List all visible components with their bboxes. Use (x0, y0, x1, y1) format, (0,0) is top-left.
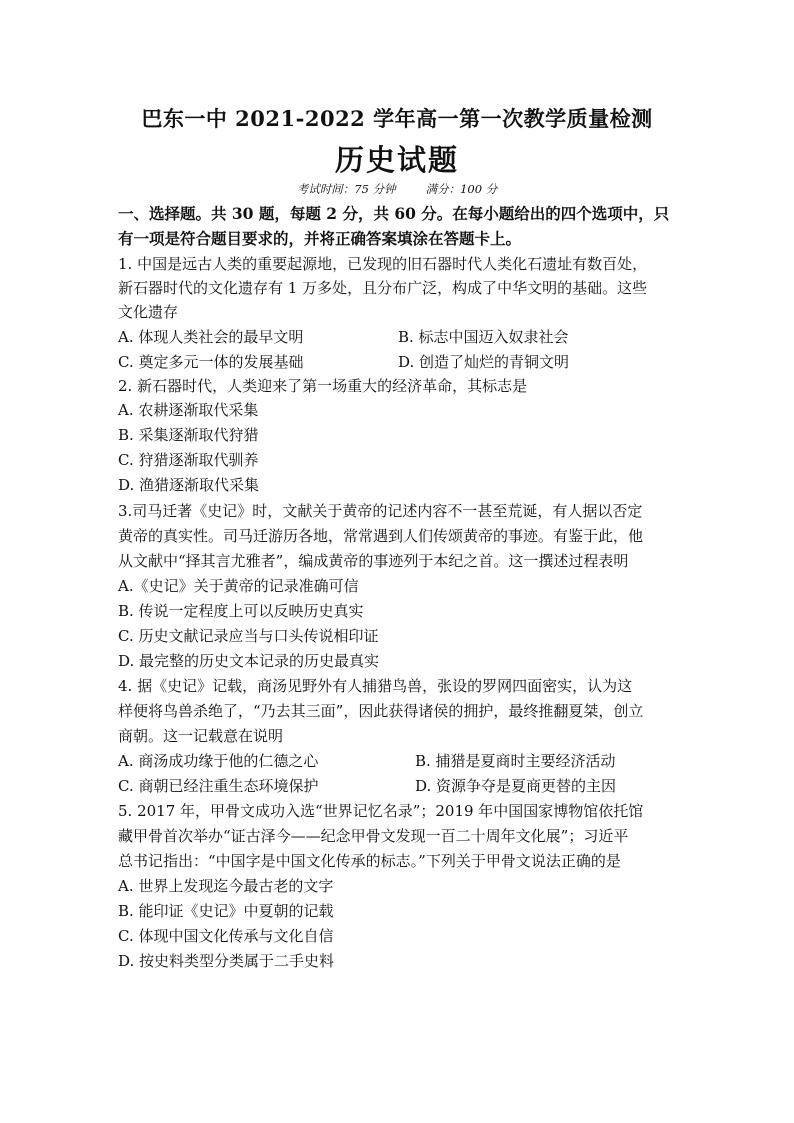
q1-stem-line2: 新石器时代的文化遗存有 1 万多处，且分布广泛，构成了中华文明的基础。这些 (118, 279, 648, 297)
q2-option-d: D. 渔猎逐渐取代采集 (118, 476, 260, 494)
q5-option-a: A. 世界上发现迄今最古老的文字 (118, 877, 334, 895)
q3-option-d: D. 最完整的历史文本记录的历史最真实 (118, 652, 380, 670)
q2-stem-line1: 2. 新石器时代，人类迎来了第一场重大的经济革命，其标志是 (118, 377, 528, 395)
subject-title: 历史试题 (334, 143, 459, 177)
q3-stem-line3: 从文献中“择其言尤雅者”，编成黄帝的事迹列于本纪之首。这一撰述过程表明 (118, 552, 629, 570)
q5-stem-line2: 藏甲骨首次举办“证古泽今——纪念甲骨文发现一百二十周年文化展”；习近平 (118, 827, 629, 845)
q1-option-c: C. 奠定多元一体的发展基础 (118, 353, 304, 371)
q4-stem-line3: 商朝。这一记载意在说明 (118, 727, 284, 745)
q1-option-b: B. 标志中国迈入奴隶社会 (398, 328, 569, 346)
q5-stem-line3: 总书记指出：“中国字是中国文化传承的标志。”下列关于甲骨文说法正确的是 (118, 852, 621, 870)
q2-option-c: C. 狩猎逐渐取代驯养 (118, 451, 259, 469)
q4-option-c: C. 商朝已经注重生态环境保护 (118, 777, 319, 795)
exam-time: 考试时间：75 分钟 (296, 182, 396, 196)
q4-option-a: A. 商汤成功缘于他的仁德之心 (118, 752, 319, 770)
q1-option-d: D. 创造了灿烂的青铜文明 (398, 353, 570, 371)
section-instructions-line1: 一、选择题。共 30 题，每题 2 分，共 60 分。在每小题给出的四个选项中，只 (118, 204, 670, 223)
exam-title: 巴东一中 2021-2022 学年高一第一次教学质量检测 (141, 106, 653, 131)
q4-stem-line2: 样便将鸟兽杀绝了，“乃去其三面”，因此获得诸侯的拥护，最终推翻夏桀，创立 (118, 702, 644, 720)
q3-option-b: B. 传说一定程度上可以反映历史真实 (118, 602, 364, 620)
q1-option-a: A. 体现人类社会的最早文明 (118, 328, 304, 346)
q4-option-d: D. 资源争夺是夏商更替的主因 (415, 777, 617, 795)
q3-stem-line2: 黄帝的真实性。司马迁游历各地，常常遇到人们传颂黄帝的事迹。有鉴于此，他 (118, 527, 644, 545)
q3-option-c: C. 历史文献记录应当与口头传说相印证 (118, 627, 379, 645)
q3-stem-line1: 3.司马迁著《史记》时，文献关于黄帝的记述内容不一甚至荒诞，有人据以否定 (118, 502, 643, 520)
q3-option-a: A.《史记》关于黄帝的记录准确可信 (118, 577, 359, 595)
q4-stem-line1: 4. 据《史记》记载，商汤见野外有人捕猎鸟兽，张设的罗网四面密实，认为这 (118, 677, 633, 695)
section-instructions-line2: 有一项是符合题目要求的，并将正确答案填涂在答题卡上。 (118, 229, 522, 248)
q5-option-d: D. 按史料类型分类属于二手史料 (118, 952, 335, 970)
q5-option-c: C. 体现中国文化传承与文化自信 (118, 927, 334, 945)
q1-stem-line3: 文化遗存 (118, 303, 179, 321)
q5-option-b: B. 能印证《史记》中夏朝的记载 (118, 902, 334, 920)
q5-stem-line1: 5. 2017 年，甲骨文成功入选“世界记忆名录”；2019 年中国国家博物馆依托馆 (118, 802, 644, 820)
full-score: 满分：100 分 (425, 182, 498, 196)
q2-option-a: A. 农耕逐渐取代采集 (118, 401, 259, 419)
q1-stem-line1: 1. 中国是远古人类的重要起源地，已发现的旧石器时代人类化石遗址有数百处， (118, 255, 648, 273)
q4-option-b: B. 捕猎是夏商时主要经济活动 (415, 752, 616, 770)
exam-meta (0, 181, 794, 197)
q2-option-b: B. 采集逐渐取代狩猎 (118, 426, 259, 444)
